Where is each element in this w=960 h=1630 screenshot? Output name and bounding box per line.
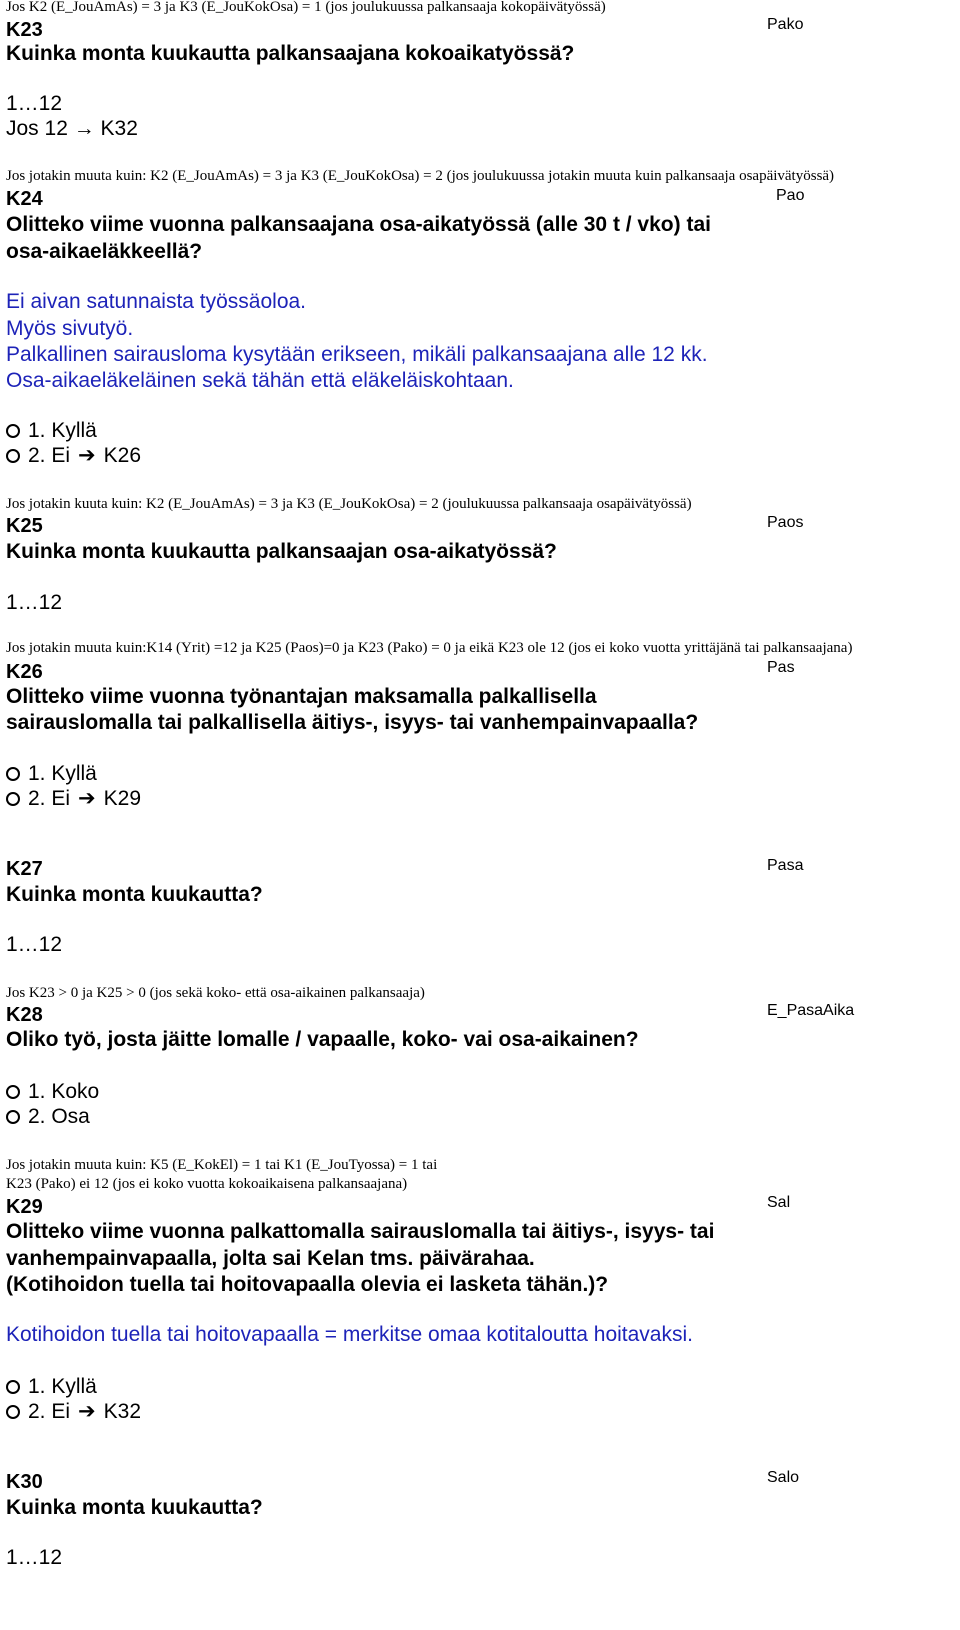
k30-variable: Salo	[767, 1469, 800, 1486]
k26-option-no[interactable]	[6, 786, 141, 812]
k26-code: K26	[6, 661, 43, 683]
k24-condition: Jos jotakin muuta kuin: K2 (E_JouAmAs) = 3 ja K3 (E_JouKokOsa) = 2 (jos joulukuussa jotakin muuta kuin palkansaaja osapäivätyössä)	[6, 168, 835, 184]
k24-option-no[interactable]	[6, 443, 141, 469]
radio-icon[interactable]	[6, 449, 20, 463]
k26-option-no-label: 2. Ei	[28, 787, 71, 810]
radio-icon[interactable]	[6, 767, 20, 781]
k29-option-yes-label: 1. Kyllä	[28, 1375, 97, 1398]
k27-question: Kuinka monta kuukautta?	[6, 883, 263, 906]
k26-option-yes[interactable]	[6, 761, 97, 787]
radio-icon[interactable]	[6, 1110, 20, 1124]
k24-variable: Pao	[776, 187, 805, 204]
radio-icon[interactable]	[6, 1085, 20, 1099]
k30-question: Kuinka monta kuukautta?	[6, 1496, 263, 1519]
k24-option-no-label: 2. Ei	[28, 444, 71, 467]
k29-condition-line2: K23 (Pako) ei 12 (jos ei koko vuotta kokoaikaisena palkansaajana)	[6, 1176, 408, 1192]
k28-option-part[interactable]	[6, 1104, 90, 1130]
k24-option-no-target: K26	[103, 444, 142, 467]
k26-option-yes-label: 1. Kyllä	[28, 762, 97, 785]
k24-code: K24	[6, 188, 43, 210]
k25-variable: Paos	[767, 514, 804, 531]
arrow-right-icon: ➔	[78, 787, 96, 810]
k28-variable: E_PasaAika	[767, 1002, 855, 1019]
k26-question-line1: Olitteko viime vuonna työnantajan maksamalla palkallisella	[6, 685, 597, 708]
k27-variable: Pasa	[767, 857, 804, 874]
k25-condition: Jos jotakin kuuta kuin: K2 (E_JouAmAs) = 3 ja K3 (E_JouKokOsa) = 2 (joulukuussa palkansaaja osapäivätyössä)	[6, 496, 692, 512]
k29-condition-line1: Jos jotakin muuta kuin: K5 (E_KokEl) = 1 tai K1 (E_JouTyossa) = 1 tai	[6, 1157, 438, 1173]
k24-note-1: Ei aivan satunnaista työssäoloa.	[6, 290, 307, 313]
k24-note-2: Myös sivutyö.	[6, 317, 134, 340]
radio-icon[interactable]	[6, 792, 20, 806]
k24-option-yes[interactable]	[6, 418, 97, 444]
radio-icon[interactable]	[6, 1405, 20, 1419]
k26-variable: Pas	[767, 659, 795, 676]
k29-option-no[interactable]	[6, 1399, 141, 1425]
k28-option-full-label: 1. Koko	[28, 1080, 100, 1103]
k24-option-yes-label: 1. Kyllä	[28, 419, 97, 442]
k28-code: K28	[6, 1004, 43, 1026]
k29-variable: Sal	[767, 1194, 791, 1211]
k23-code: K23	[6, 19, 43, 41]
k28-condition: Jos K23 > 0 ja K25 > 0 (jos sekä koko- että osa-aikainen palkansaaja)	[6, 985, 425, 1001]
k29-option-no-target: K32	[103, 1400, 142, 1423]
k25-range: 1…12	[6, 591, 63, 614]
k26-question-line2: sairauslomalla tai palkallisella äitiys-, isyys- tai vanhempainvapaalla?	[6, 711, 699, 734]
arrow-right-icon: ➔	[78, 444, 96, 467]
k26-condition: Jos jotakin muuta kuin:K14 (Yrit) =12 ja K25 (Paos)=0 ja K23 (Pako) = 0 ja eikä K23 ole 12 (jos ei koko vuotta yrittäjänä tai palkansaajana)	[6, 640, 853, 656]
k24-note-3: Palkallinen sairausloma kysytään erikseen, mikäli palkansaajana alle 12 kk.	[6, 343, 708, 366]
k25-code: K25	[6, 515, 43, 537]
k28-option-part-label: 2. Osa	[28, 1105, 90, 1128]
k28-option-full[interactable]	[6, 1079, 99, 1105]
k23-jump: Jos 12 → K32	[6, 117, 138, 140]
k27-code: K27	[6, 858, 43, 880]
k30-range: 1…12	[6, 1546, 63, 1569]
k29-option-no-label: 2. Ei	[28, 1400, 71, 1423]
k29-note: Kotihoidon tuella tai hoitovapaalla = merkitse omaa kotitaloutta hoitavaksi.	[6, 1323, 693, 1346]
k30-code: K30	[6, 1471, 43, 1493]
k23-condition: Jos K2 (E_JouAmAs) = 3 ja K3 (E_JouKokOsa) = 1 (jos joulukuussa palkansaaja kokopäivätyössä)	[6, 0, 606, 15]
k27-range: 1…12	[6, 933, 63, 956]
k29-option-yes[interactable]	[6, 1374, 97, 1400]
k23-range: 1…12	[6, 92, 63, 115]
k29-question-line3: (Kotihoidon tuella tai hoitovapaalla olevia ei lasketa tähän.)?	[6, 1273, 609, 1296]
k26-option-no-target: K29	[103, 787, 142, 810]
radio-icon[interactable]	[6, 424, 20, 438]
k24-question-line1: Olitteko viime vuonna palkansaajana osa-aikatyössä (alle 30 t / vko) tai	[6, 213, 711, 236]
k29-question-line1: Olitteko viime vuonna palkattomalla sairauslomalla tai äitiys-, isyys- tai	[6, 1220, 715, 1243]
k29-code: K29	[6, 1196, 43, 1218]
k24-question-line2: osa-aikaeläkkeellä?	[6, 240, 203, 263]
k29-question-line2: vanhempainvapaalla, jolta sai Kelan tms. päivärahaa.	[6, 1247, 535, 1270]
k25-question: Kuinka monta kuukautta palkansaajan osa-aikatyössä?	[6, 540, 557, 563]
k23-variable: Pako	[767, 16, 804, 33]
k28-question: Oliko työ, josta jäitte lomalle / vapaalle, koko- vai osa-aikainen?	[6, 1028, 639, 1051]
k24-note-4: Osa-aikaeläkeläinen sekä tähän että eläkeläiskohtaan.	[6, 369, 514, 392]
radio-icon[interactable]	[6, 1380, 20, 1394]
arrow-right-icon: ➔	[78, 1400, 96, 1423]
k23-question: Kuinka monta kuukautta palkansaajana kokoaikatyössä?	[6, 42, 575, 65]
